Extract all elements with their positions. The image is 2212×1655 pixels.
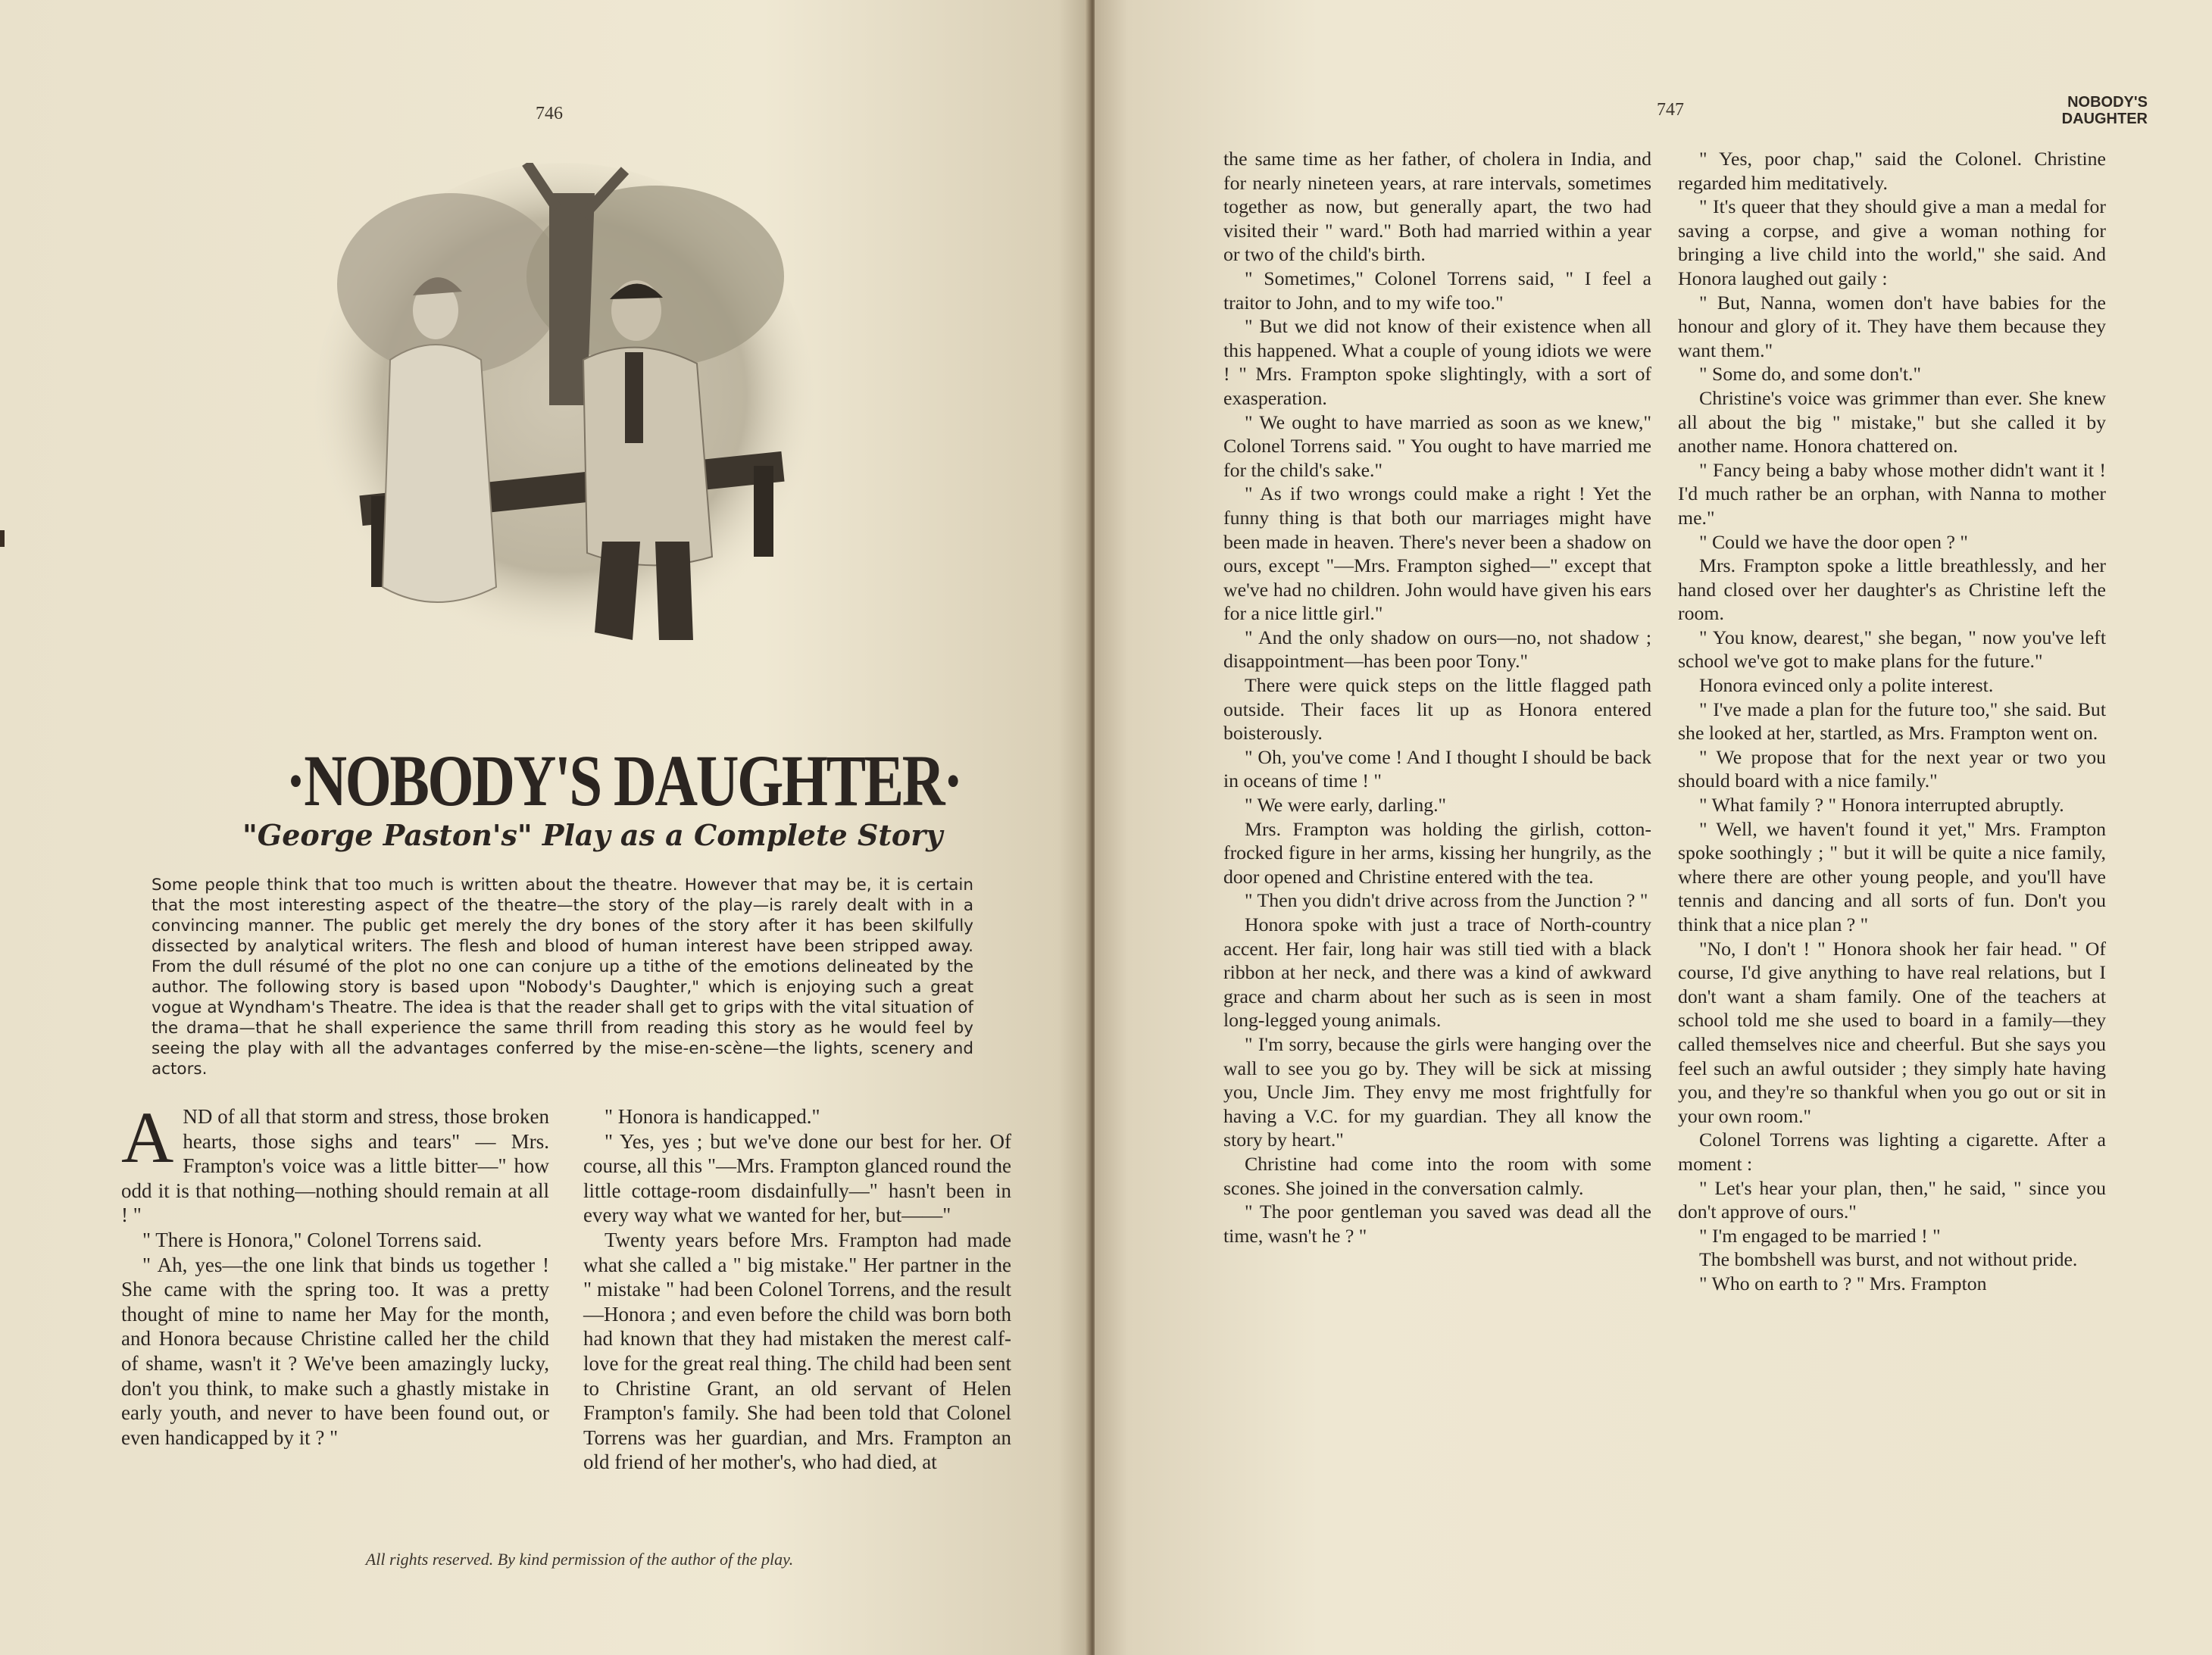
paragraph: " Fancy being a baby whose mother didn't want it ! I'd much rather be an orphan, with Nanna to mother me." — [1678, 458, 2106, 529]
paragraph: " Oh, you've come ! And I thought I should be back in oceans of time ! " — [1223, 745, 1651, 792]
paragraph: " Could we have the door open ? " — [1699, 530, 1968, 553]
paragraph: " And the only shadow on ours—no, not shadow ; disappointment—has been poor Tony." — [1223, 626, 1651, 673]
paragraph: " Yes, poor chap," said the Colonel. Christine regarded him meditatively. — [1678, 148, 2106, 194]
paragraph: " I'm sorry, because the girls were hanging over the wall to see you go by. They will be sick at missing you, Uncle Jim. They envy me most frightfully for having a V.C. for my guardian. They all know the story by heart." — [1223, 1032, 1651, 1151]
paragraph: " I've made a plan for the future too," she said. But she looked at her, startled, as Mrs. Frampton went on. — [1678, 698, 2106, 745]
paragraph: " Yes, yes ; but we've done our best for her. Of course, all this "—Mrs. Frampton glanced round the little cottage-room disdainfully—" hasn't been in every way what we wanted for her, but——" — [583, 1129, 1011, 1227]
paragraph: Mrs. Frampton spoke a little breathlessly, and her hand closed over her daughter's as Christine left the room. — [1678, 554, 2106, 625]
paragraph: Colonel Torrens was lighting a cigarette. After a moment : — [1678, 1129, 2106, 1175]
right-column-1 — [1223, 147, 1651, 1247]
paragraph: " The poor gentleman you saved was dead all the time, wasn't he ? " — [1223, 1201, 1651, 1247]
paragraph: " As if two wrongs could make a right ! Yet the funny thing is that both our marriages might have been made in heaven. There's never been a shadow on ours, except "—Mrs. Frampton sighed—" except that we've had no children. John would have given his ears for a nice little girl." — [1223, 482, 1651, 625]
running-head-line: DAUGHTER — [2061, 111, 2148, 127]
paragraph: " What family ? " Honora interrupted abruptly. — [1699, 794, 2064, 817]
paragraph: " There is Honora," Colonel Torrens said. — [142, 1228, 483, 1251]
paragraph: Christine had come into the room with some scones. She joined in the conversation calmly. — [1223, 1152, 1651, 1199]
paragraph: the same time as her father, of cholera in India, and for nearly nineteen years, at rare intervals, sometimes together as now, but generally apart, the two had visited their " ward." Both had married within a year or two of the child's birth. — [1223, 148, 1651, 266]
running-head-line: NOBODY'S — [2067, 94, 2148, 111]
right-column-2 — [1678, 147, 2106, 1296]
story-title: ·NOBODY'S DAUGHTER· — [286, 740, 961, 821]
paragraph: " Ah, yes—the one link that binds us together ! She came with the spring too. It was a pretty thought of mine to name her May for the month, and Honora because Christine called her the child of shame, wasn't it ? We've been amazingly lucky, don't you think, to make such a ghastly mistake in early youth, and never to have been found out, or even handicapped by it ? " — [121, 1253, 549, 1449]
left-page — [0, 0, 1091, 1655]
paragraph: " We propose that for the next year or two you should board with a nice family." — [1678, 745, 2106, 792]
page-number-left: 746 — [536, 104, 563, 123]
paragraph: Mrs. Frampton was holding the girlish, cotton-frocked figure in her arms, kissing her hungrily, as the door opened and Christine entered with the tea. — [1223, 817, 1651, 888]
paragraph: " It's queer that they should give a man a medal for saving a corpse, and give a woman nothing for bringing a live child into the world," she said. And Honora laughed out gaily : — [1678, 195, 2106, 289]
paragraph: There were quick steps on the little flagged path outside. Their faces lit up as Honora entered boisterously. — [1223, 674, 1651, 745]
paragraph: " Some do, and some don't." — [1699, 363, 1921, 386]
paragraph: "No, I don't ! " Honora shook her fair head. " Of course, I'd give anything to have real relations, but I don't want a sham family. One of the teachers at school told me she used to board in a family—they called themselves nice and cheerful. But she says you feel such an awful outsider ; they simply hate having you, and they're so thankful when you go out or sit in your own room." — [1678, 937, 2106, 1127]
story-subtitle: "George Paston's" Play as a Complete Story — [242, 818, 943, 852]
intro-paragraph: Some people think that too much is written about the theatre. However that may be, it is certain that the most interesting aspect of the theatre—the story of the play—is rarely dealt with in a convincing manner. The public get merely the dry bones of the story after it has been skilfully dissected by analytical writers. The flesh and blood of human interest have been stripped away. From the dull résumé of the plot no one can conjure up a tithe of the emotions delineated by the author. The following story is based upon "Nobody's Daughter," which is enjoying such a great vogue at Wyndham's Theatre. The idea is that the reader shall get to grips with the vital situation of the drama—that he shall experience the same thrill from reading this story as he would feel by seeing the play with all the advantages conferred by the mise-en-scène—the lights, scenery and actors. — [152, 876, 973, 1079]
paragraph: " Well, we haven't found it yet," Mrs. Frampton spoke soothingly ; " but it will be quite a nice family, where there are other young people, and you'll have tennis and dancing and all sorts of fun. Don't you think that a nice plan ? " — [1678, 817, 2106, 935]
paragraph: " But, Nanna, women don't have babies for the honour and glory of it. They have them because they want them." — [1678, 291, 2106, 361]
story-illustration — [299, 163, 830, 670]
left-column-2 — [583, 1104, 1011, 1475]
paragraph: " But we did not know of their existence when all this happened. What a couple of young idiots we were ! " Mrs. Frampton spoke slightingly, with a sort of exasperation. — [1223, 315, 1651, 409]
page-number-right: 747 — [1657, 100, 1684, 120]
right-page — [1095, 0, 2212, 1655]
drop-cap: A — [121, 1097, 174, 1178]
paragraph: " We were early, darling." — [1245, 794, 1447, 817]
paragraph: The bombshell was burst, and not without pride. — [1699, 1248, 2078, 1271]
paragraph: Christine's voice was grimmer than ever. She knew all about the big " mistake," but she called it by another name. Honora chattered on. — [1678, 386, 2106, 457]
paragraph: " We ought to have married as soon as we knew," Colonel Torrens said. " You ought to have married me for the child's sake." — [1223, 411, 1651, 481]
paragraph: Twenty years before Mrs. Frampton had made what she called a " big mistake." Her partner in the " mistake " had been Colonel Torrens, and the result—Honora ; and even before the child was born both had known that they had mistaken the merest calf-love for the great real thing. The child had been sent to Christine Grant, an old servant of Helen Frampton's family. She had been told that Colonel Torrens was her guardian, and Mrs. Frampton an old friend of her mother's, who had died, at — [583, 1228, 1011, 1474]
rights-credit: All rights reserved. By kind permission of the author of the play. — [365, 1550, 794, 1569]
paragraph: " You know, dearest," she began, " now you've left school we've got to make plans for the future." — [1678, 626, 2106, 673]
paragraph: Honora evinced only a polite interest. — [1699, 674, 1994, 697]
page-edge-mark — [0, 530, 5, 547]
paragraph: Honora spoke with just a trace of North-country accent. Her fair, long hair was still tied with a black ribbon at her neck, and there was a kind of awkward grace and charm about her such as is seen in most long-legged young animals. — [1223, 913, 1651, 1032]
left-column-1 — [121, 1097, 549, 1450]
paragraph: " Let's hear your plan, then," he said, " since you don't approve of ours." — [1678, 1176, 2106, 1223]
paragraph: " I'm engaged to be married ! " — [1699, 1224, 1941, 1247]
paragraph: " Sometimes," Colonel Torrens said, " I feel a traitor to John, and to my wife too." — [1223, 267, 1651, 314]
paragraph: " Honora is handicapped." — [605, 1105, 820, 1128]
running-head — [1989, 94, 2148, 127]
paragraph: " Then you didn't drive across from the Junction ? " — [1245, 889, 1648, 912]
paragraph: ND of all that storm and stress, those broken hearts, those sighs and tears" — Mrs. Frampton's voice was a little bitter—" how odd it is that nothing—nothing should remain at all ! " — [121, 1105, 549, 1227]
paragraph: " Who on earth to ? " Mrs. Frampton — [1699, 1272, 1987, 1294]
